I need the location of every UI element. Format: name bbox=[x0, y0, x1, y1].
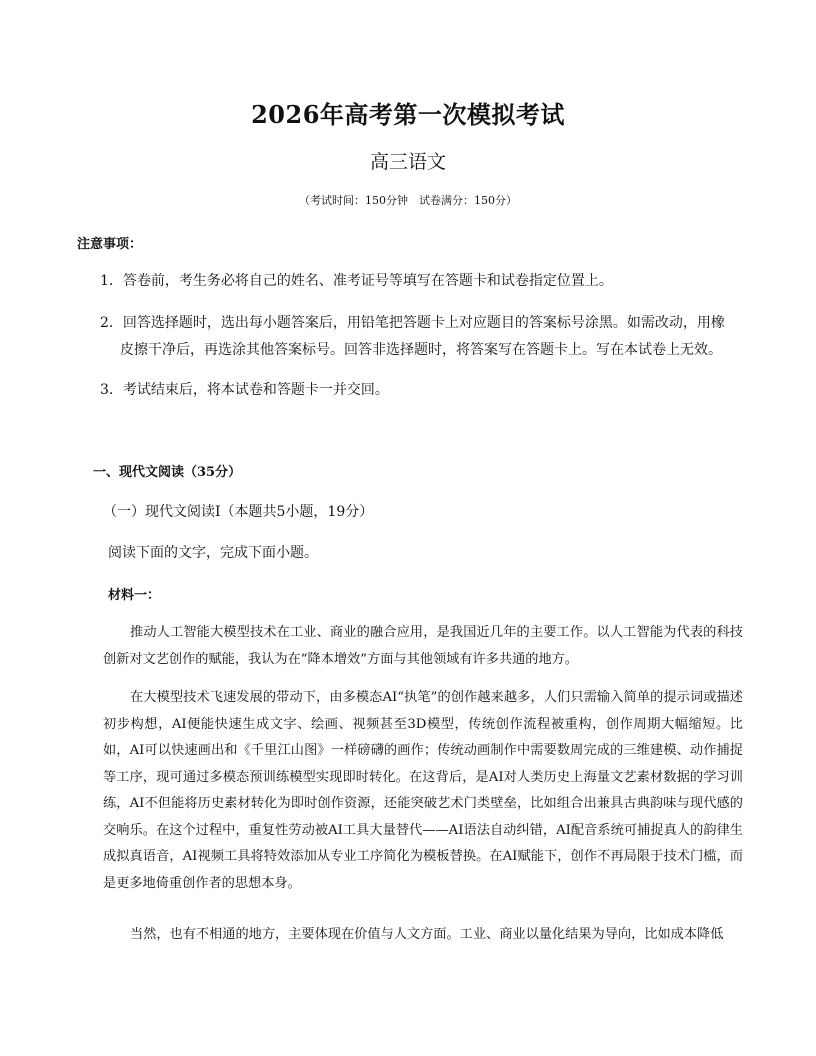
material-label: 材料一： bbox=[108, 588, 161, 603]
notice-item-2-line-1: 2．回答选择题时，选出每小题答案后，用铅笔把答题卡上对应题目的答案标号涂黑。如需改动，用橡 bbox=[100, 315, 725, 331]
part-heading: （一）现代文阅读Ⅰ（本题共5小题，19分） bbox=[103, 504, 374, 520]
exam-info: （考试时间：150分钟 试卷满分：150分） bbox=[299, 194, 517, 207]
material-paragraph-1: 推动人工智能大模型技术在工业、商业的融合应用，是我国近几年的主要工作。以人工智能为代表的科技创新对文艺创作的赋能，我认为在“降本增效”方面与其他领域有许多共通的地方。 bbox=[103, 625, 743, 667]
notice-item-2-line-2: 皮擦干净后，再选涂其他答案标号。回答非选择题时，将答案写在答题卡上。写在本试卷上无效。 bbox=[120, 342, 722, 358]
subject-title: 高三语文 bbox=[369, 151, 446, 173]
section-heading: 一、现代文阅读（35分） bbox=[93, 465, 242, 480]
notice-item-1: 1．答卷前，考生务必将自己的姓名、准考证号等填写在答题卡和试卷指定位置上。 bbox=[100, 273, 613, 289]
notice-heading: 注意事项： bbox=[77, 237, 143, 252]
notice-item-3: 3．考试结束后，将本试卷和答题卡一并交回。 bbox=[100, 382, 389, 398]
reading-instruction: 阅读下面的文字，完成下面小题。 bbox=[108, 545, 318, 561]
material-paragraph-2: 在大模型技术飞速发展的带动下，由多模态AI“执笔”的创作越来越多，人们只需输入简单的提示词或描述初步构想，AI便能快速生成文字、绘画、视频甚至3D模型，传统创作流程被重构，创作周期大幅缩短。比如，AI可以快速画出和《千里江山图》一样磅礴的画作；传统动画制作中需要数周完成的三维建模、动作捕捉等工序，现可通过多模态预训练模型实现即时转化。在这背后，是AI对人类历史上海量文艺素材数据的学习训练，AI不但能将历史素材转化为即时创作资源，还能突破艺术门类壁垒，比如组合出兼具古典韵味与现代感的交响乐。在这个过程中，重复性劳动被AI工具大量替代——AI语法自动纠错，AI配音系统可捕捉真人的韵律生成拟真语音，AI视频工具将特效添加从专业工序简化为模板替换。在AI赋能下，创作不再局限于技术门槛，而是更多地倚重创作者的思想本身。 bbox=[103, 690, 743, 891]
exam-title: 2026年高考第一次模拟考试 bbox=[251, 100, 565, 129]
material-paragraph-3: 当然，也有不相通的地方，主要体现在价值与人文方面。工业、商业以量化结果为导向，比如成本降低 bbox=[130, 927, 724, 942]
